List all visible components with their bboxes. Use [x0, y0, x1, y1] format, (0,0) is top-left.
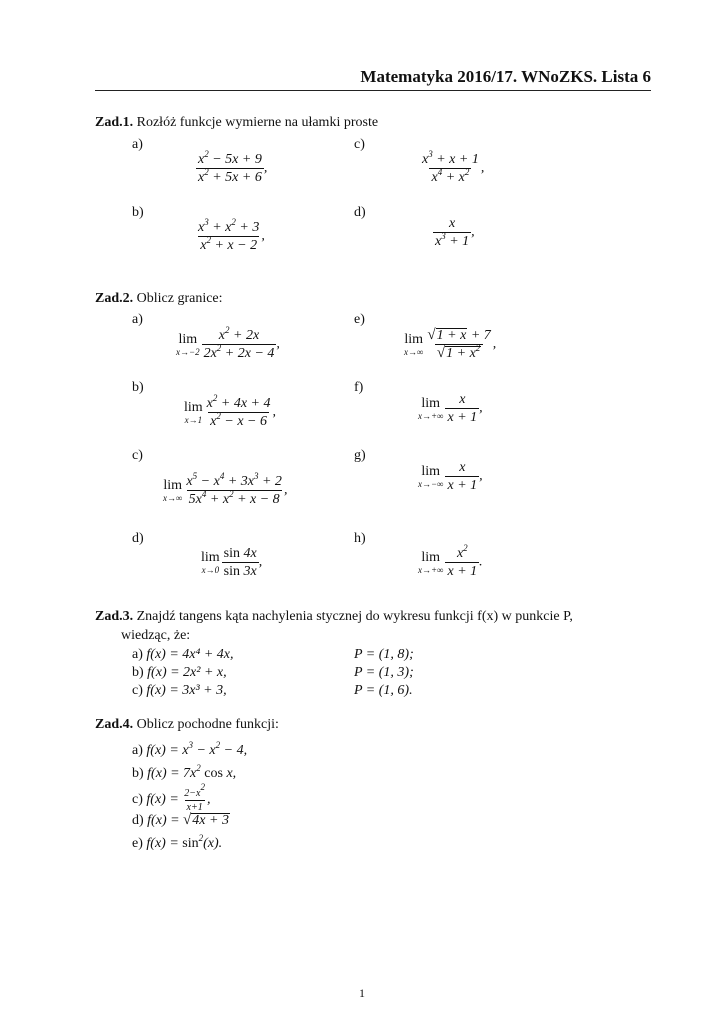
page-header — [95, 66, 651, 91]
ex3-item-b-func: f(x) = 2x² + x, — [147, 665, 227, 680]
ex4-label-d: d) — [132, 813, 144, 828]
exercise-1-heading — [95, 114, 378, 132]
ex2-expr-f: lim x→+∞ $\frac{x}{x + 1}$ , — [418, 392, 483, 425]
ex4-item-c: c) f(x) = $\frac{2-x^2}{x+1}$ , — [132, 782, 211, 813]
exercise-2-title: Zad.2. — [95, 291, 134, 306]
ex2-expr-b: lim x→1 $\frac{x^2 + 4x + 4}{x^2 - x - 6}$ , — [184, 393, 276, 429]
ex3-item-b-label: b) — [132, 665, 144, 680]
ex2-label-d: d) — [132, 531, 144, 546]
ex3-item-c-label: c) — [132, 683, 143, 698]
ex3-item-c-func: f(x) = 3x³ + 3, — [146, 683, 227, 698]
ex3-item-b-point: P = (1, 3); — [354, 665, 414, 680]
ex1-expr-b: $\frac{x^3 + x^2 + 3}{x^2 + x - 2}$ , — [198, 217, 265, 253]
ex2-label-b: b) — [132, 380, 144, 395]
ex1-expr-a: $\frac{x^2 - 5x + 9}{x^2 + 5x + 6}$ , — [198, 149, 268, 185]
ex2-expr-d: lim x→0 $\frac{\sin 4x}{\sin 3x}$ , — [201, 546, 263, 579]
ex4-item-a: a) $f(x) = x^3 - x^2 - 4$, — [132, 740, 248, 758]
ex1-label-a: a) — [132, 137, 143, 152]
ex1-label-d: d) — [354, 205, 366, 220]
ex4-item-b: b) $f(x) = 7x^2$ cos x, — [132, 763, 237, 781]
ex2-label-e: e) — [354, 312, 365, 327]
ex4-label-b: b) — [132, 766, 144, 781]
ex2-label-g: g) — [354, 448, 366, 463]
exercise-1-text: Rozłóż funkcje wymierne na ułamki proste — [136, 115, 379, 130]
ex4-label-a: a) — [132, 743, 143, 758]
exercise-3-text: Znajdź tangens kąta nachylenia stycznej do wykresu funkcji f(x) w punkcie P, — [136, 609, 573, 624]
exercise-1-title: Zad.1. — [95, 115, 134, 130]
exercise-3-title: Zad.3. — [95, 609, 134, 624]
ex2-label-h: h) — [354, 531, 366, 546]
ex3-item-a — [132, 646, 234, 663]
ex2-expr-h: lim x→+∞ $\frac{x^2}{x + 1}$ . — [418, 543, 483, 579]
ex2-expr-e: lim x→∞ √ 1 + x + 7 √ $1 + x^2$ , — [404, 327, 497, 361]
ex3-item-c-point: P = (1, 6). — [354, 683, 413, 698]
ex3-item-a-point: P = (1, 8); — [354, 647, 414, 662]
exercise-4-heading — [95, 716, 279, 734]
ex3-item-b — [132, 664, 227, 681]
ex2-expr-a: lim x→−2 $\frac{x^2 + 2x}{2x^2 + 2x - 4}$ , — [176, 325, 280, 361]
ex1-expr-d: $\frac{x}{x^3 + 1}$ , — [435, 216, 475, 249]
exercise-4-text: Oblicz pochodne funkcji: — [136, 717, 279, 732]
ex4-item-d: d) f(x) = √ 4x + 3 — [132, 812, 229, 828]
exercise-4-title: Zad.4. — [95, 717, 134, 732]
ex4-item-e: e) $f(x) = \sin^2(x)$. — [132, 833, 223, 851]
exercise-2-heading — [95, 290, 223, 308]
exercise-3-text-continued: wiedząc, że: — [121, 628, 191, 643]
ex3-item-a-label: a) — [132, 647, 143, 662]
ex4-label-c: c) — [132, 792, 143, 808]
ex1-expr-c: $\frac{x^3 + x + 1}{x^4 + x^2}$ , — [422, 149, 485, 185]
ex2-expr-c: lim x→∞ $\frac{x^5 - x^4 + 3x^3 + 2}{5x^4 + x^2 + x - 8}$ , — [163, 471, 288, 507]
ex4-label-e: e) — [132, 836, 143, 851]
exercise-3-heading — [95, 608, 573, 626]
page-number: 1 — [359, 986, 365, 1000]
ex2-label-a: a) — [132, 312, 143, 327]
exercise-2-text: Oblicz granice: — [136, 291, 223, 306]
ex2-expr-g: lim x→−∞ $\frac{x}{x + 1}$ , — [418, 460, 483, 493]
ex2-label-c: c) — [132, 448, 143, 463]
ex3-item-a-func: f(x) = 4x⁴ + 4x, — [146, 647, 234, 662]
ex1-label-c: c) — [354, 137, 365, 152]
ex1-label-b: b) — [132, 205, 144, 220]
header-title: Matematyka 2016/17. WNoZKS. Lista 6 — [360, 67, 651, 86]
ex2-label-f: f) — [354, 380, 364, 395]
ex3-item-c — [132, 682, 227, 699]
